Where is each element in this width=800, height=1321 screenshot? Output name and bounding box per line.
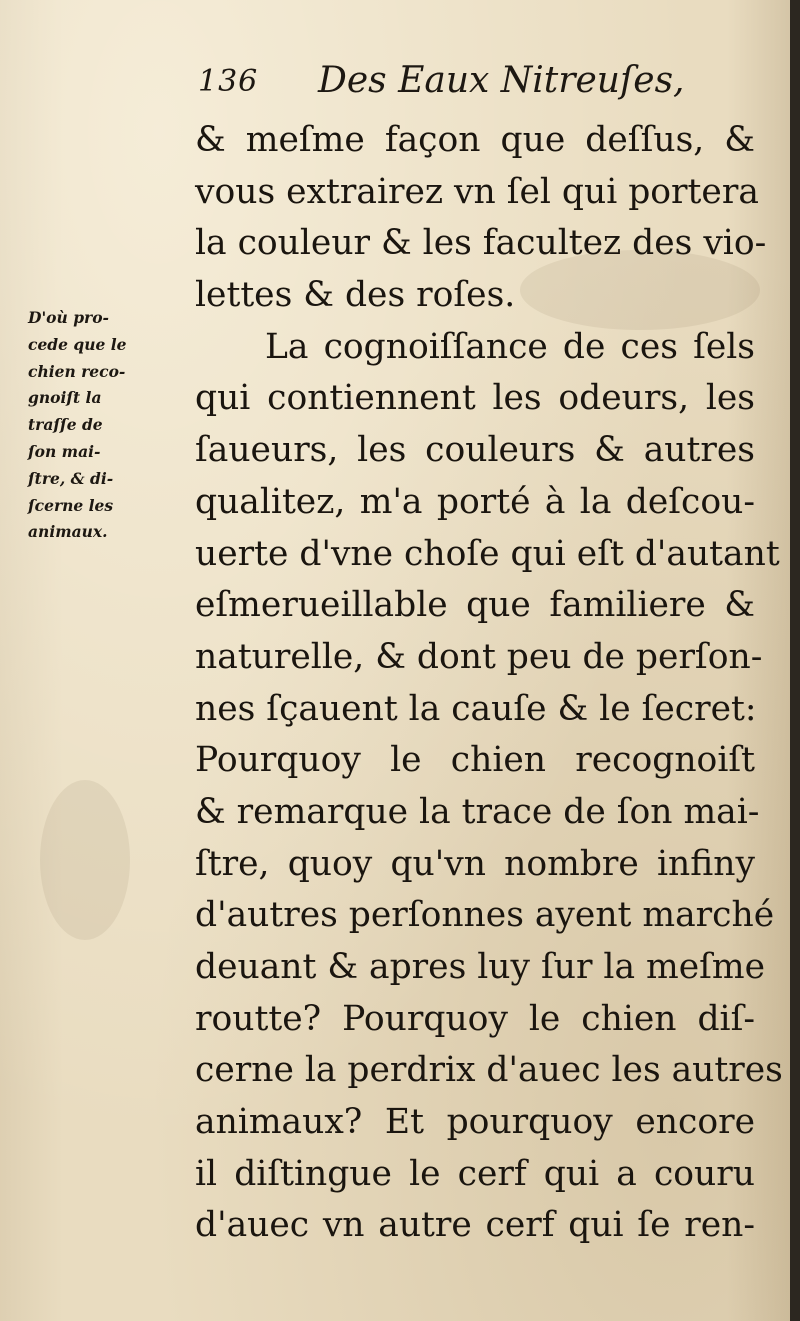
margin-note-line: traſſe de <box>28 415 103 435</box>
text-line: ſtre, quoy qu'vn nombre infiny <box>195 843 755 884</box>
page-edge <box>790 0 800 1321</box>
page-header <box>198 58 758 118</box>
text-line: nes ſçauent la cauſe & le ſecret: <box>195 688 757 729</box>
margin-note-line: ſcerne les <box>28 495 114 515</box>
text-line: vous extrairez vn ſel qui portera <box>195 171 759 212</box>
margin-note-line: animaux. <box>28 522 108 542</box>
text-line: lettes & des roſes. <box>195 275 516 316</box>
paper-stain <box>40 780 130 940</box>
text-line: uerte d'vne choſe qui eſt d'autant <box>195 533 780 574</box>
text-line: routte? Pourquoy le chien diſ- <box>195 998 755 1039</box>
text-line: deuant & apres luy ſur la meſme <box>195 947 766 987</box>
text-line: ſaueurs, les couleurs & autres <box>195 430 755 471</box>
margin-note-line: cede que le <box>28 334 127 354</box>
text-line: cerne la perdrix d'auec les autres <box>195 1050 783 1091</box>
text-line: d'auec vn autre cerf qui ſe ren- <box>195 1205 755 1246</box>
margin-note-line: D'où pro- <box>28 308 109 327</box>
margin-note-line: ſon mai- <box>28 441 101 461</box>
text-line: qualitez, m'a porté à la deſcou- <box>195 481 755 522</box>
running-title: Des Eaux Nitreuſes, <box>318 60 685 101</box>
margin-note-line: chien reco- <box>28 361 126 381</box>
text-line: & meſme façon que deſſus, & <box>195 120 755 160</box>
text-line: il diſtingue le cerf qui a couru <box>195 1153 755 1194</box>
text-line: qui contiennent les odeurs, les <box>195 378 755 419</box>
text-line: La cognoiſſance de ces ſels <box>265 326 755 367</box>
text-line: Pourquoy le chien recognoiſt <box>195 740 755 781</box>
text-line: eſmerueillable que familiere & <box>195 585 755 626</box>
page-number: 136 <box>198 64 259 99</box>
margin-note-line: gnoiſt la <box>28 388 102 408</box>
body-text <box>195 115 783 1252</box>
margin-note <box>28 305 178 546</box>
margin-note-line: ſtre, & di- <box>28 468 114 488</box>
text-line: d'autres perſonnes ayent marché <box>195 895 775 936</box>
text-line: animaux? Et pourquoy encore <box>195 1102 755 1143</box>
text-line: & remarque la trace de ſon mai- <box>195 791 760 832</box>
text-line: la couleur & les facultez des vio- <box>195 223 767 264</box>
text-line: naturelle, & dont peu de perſon- <box>195 636 763 677</box>
